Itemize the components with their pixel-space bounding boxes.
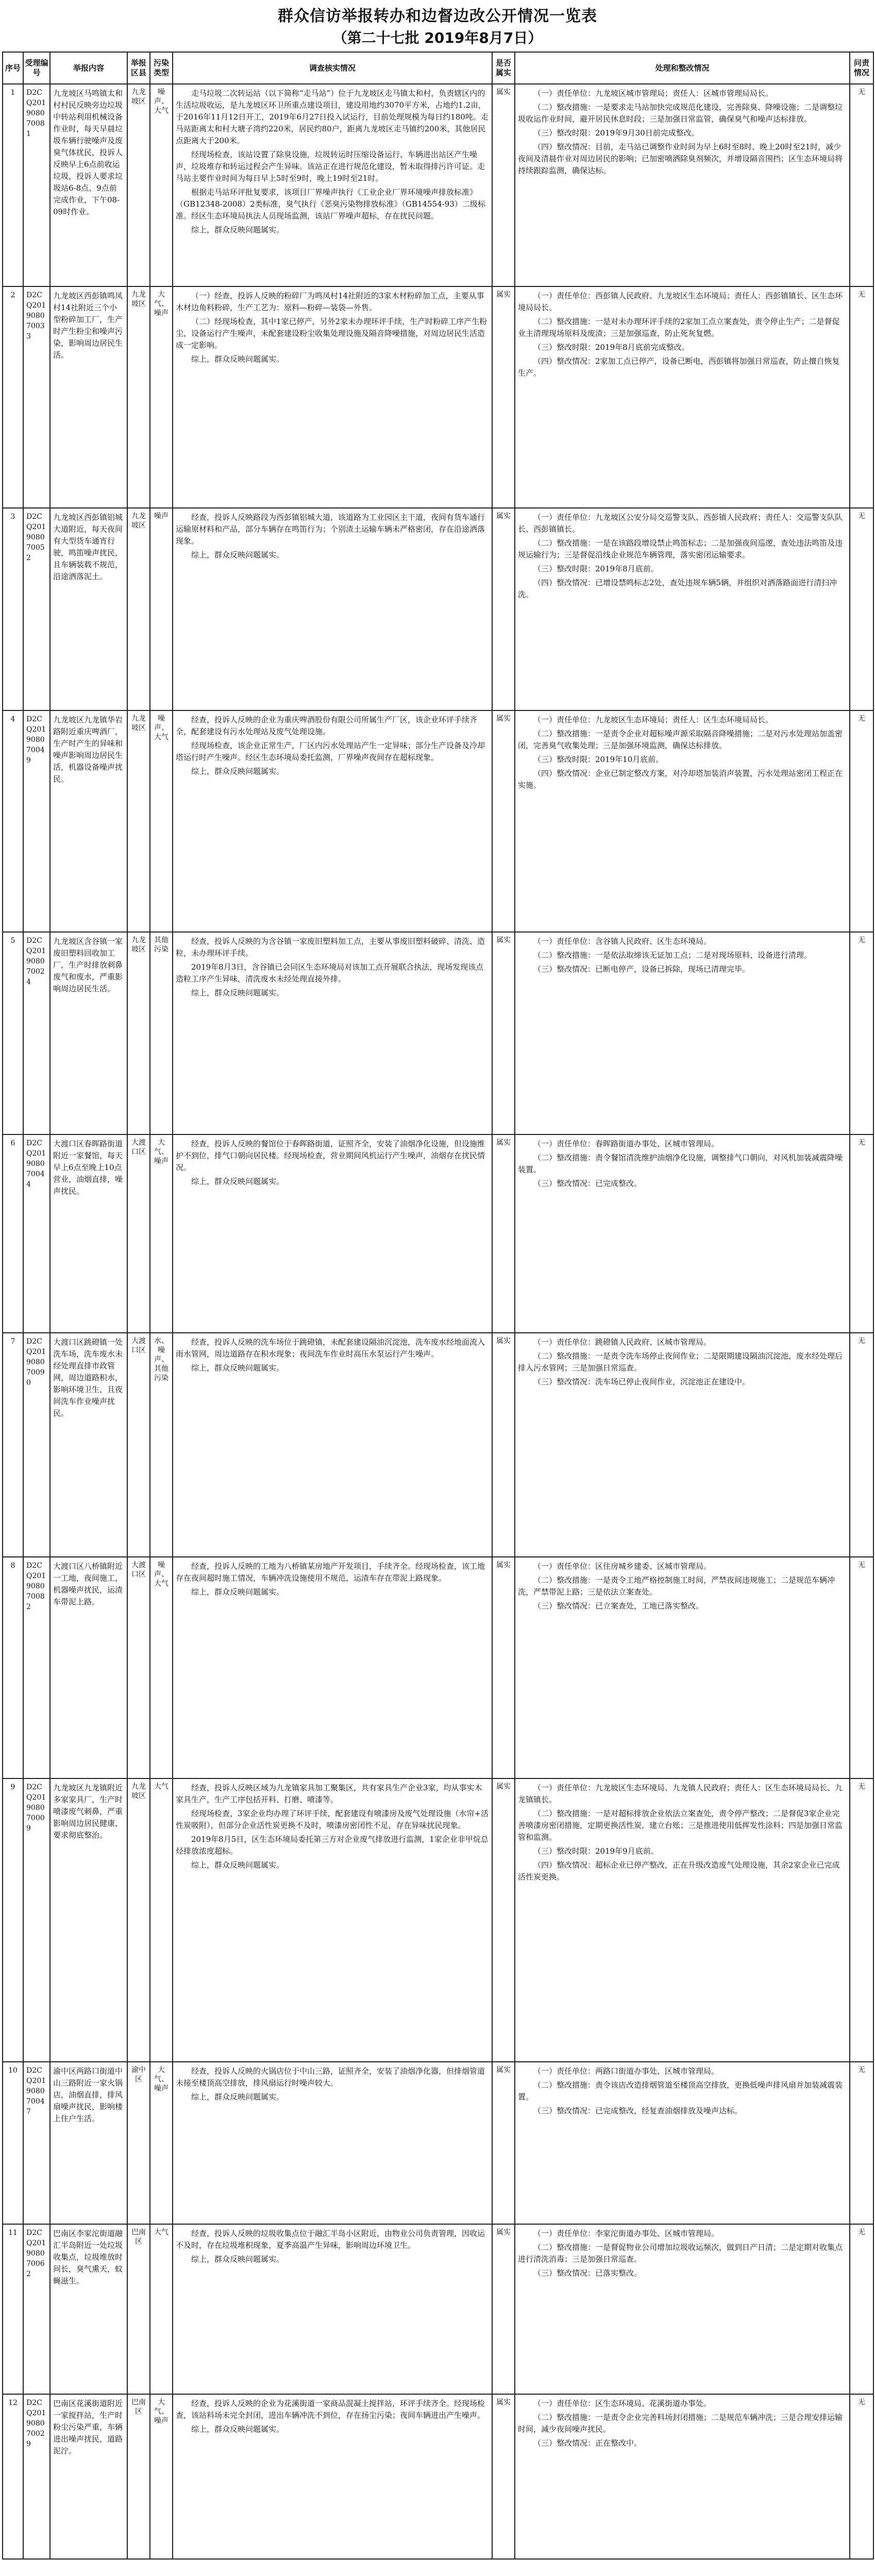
row-region: 九龙坡区 [127, 508, 150, 710]
row-code: D2CQ201908070090 [23, 1333, 50, 1557]
investigation-paragraph: 综上，群众反映问题属实。 [191, 1587, 284, 1597]
handling-paragraph: （二）整改措施：一是责令洗车场停止夜间作业；二是限期建设隔油沉淀池，废水经处理后排入污水管网；三是加强日常巡查。 [518, 1351, 843, 1372]
row-verified: 属实 [492, 2224, 515, 2394]
row-region: 大渡口区 [127, 1557, 150, 1778]
table-row [3, 1778, 873, 2062]
row-verified: 属实 [492, 1333, 515, 1557]
table-row [3, 710, 873, 932]
row-report-content: 大渡口区八桥镇附近一工地，夜间施工，机器噪声扰民，运渣车带泥上路。 [50, 1557, 127, 1778]
row-handling [515, 1333, 850, 1557]
investigation-paragraph: 经查，投诉人反映的火锅店位于中山三路，证照齐全，安装了油烟净化器，但排烟管道未接至楼顶高空排放，排风扇运行时噪声较大。 [176, 2066, 485, 2088]
row-code: D2CQ201908070024 [23, 932, 50, 1134]
handling-paragraph: （一）责任单位：春晖路街道办事处、区城市管理局。 [533, 1139, 719, 1148]
row-code: D2CQ201908070049 [23, 710, 50, 932]
row-verified: 属实 [492, 2062, 515, 2224]
table-row [3, 508, 873, 710]
row-pollution-type: 大气、噪声 [150, 2394, 173, 2559]
row-pollution-type: 噪声、大气 [150, 84, 173, 286]
handling-paragraph: （二）整改措施：一是要求走马站加快完成规范化建设，完善除臭、降噪设施；二是调整垃圾收运作业时间，避开居民休息时段；三是加强日常监管，确保臭气和噪声达标排放。 [518, 103, 843, 124]
handling-paragraph: （三）整改情况：已落实整改。 [533, 2268, 642, 2278]
investigation-paragraph: 综上，群众反映问题属实。 [191, 2092, 284, 2102]
handling-paragraph: （一）责任单位：两路口街道办事处、区城市管理局。 [533, 2066, 719, 2076]
row-investigation [173, 1778, 492, 2062]
investigation-paragraph: 综上，群众反映问题属实。 [191, 2255, 284, 2264]
row-verified: 属实 [492, 932, 515, 1134]
row-accountability: 无 [850, 1557, 873, 1778]
row-report-content: 九龙坡区九龙镇附近多家家具厂，生产时喷漆废气刺鼻，严重影响周边居民健康，要求彻底整治。 [50, 1778, 127, 2062]
row-accountability: 无 [850, 710, 873, 932]
handling-paragraph: （一）责任单位：西彭镇人民政府、九龙坡区生态环境局；责任人：西彭镇镇长、区生态环境局局长。 [518, 291, 843, 312]
report-table [2, 52, 874, 2560]
row-seq: 1 [3, 84, 23, 286]
header-pollution: 污染类型 [150, 52, 173, 84]
table-header-row [3, 52, 873, 84]
row-accountability: 无 [850, 286, 873, 508]
investigation-paragraph: 综上，群众反映问题属实。 [191, 550, 284, 560]
table-row [3, 1333, 873, 1557]
row-accountability: 无 [850, 1778, 873, 2062]
handling-paragraph: （四）整改情况：目前，走马站已调整作业时间为早上6时至8时、晚上20时至21时，减少夜间及清晨作业对周边居民的影响；已加密喷洒除臭剂频次，并增设隔音围挡；区生态环境局将持续跟踪监测，确保达标。 [518, 142, 843, 175]
row-verified: 属实 [492, 508, 515, 710]
title-block [2, 0, 873, 52]
handling-paragraph: （一）责任单位：区生态环境局、花溪街道办事处。 [533, 2399, 712, 2408]
row-region: 九龙坡区 [127, 84, 150, 286]
handling-paragraph: （三）整改时限：2019年9月30日前完成整改。 [533, 128, 699, 138]
investigation-paragraph: 2019年8月5日，区生态环境局委托第三方对企业废气排放进行监测，1家企业非甲烷总烃排放浓度超标。 [176, 1835, 489, 1856]
row-verified: 属实 [492, 2394, 515, 2559]
row-investigation [173, 710, 492, 932]
row-verified: 属实 [492, 1778, 515, 2062]
handling-paragraph: （一）责任单位：九龙坡区生态环境局、九龙镇人民政府；责任人：区生态环境局局长、九龙镇镇长。 [518, 1783, 843, 1804]
row-investigation [173, 1333, 492, 1557]
header-seq: 序号 [3, 52, 23, 84]
handling-paragraph: （二）整改措施：一是对超标排放企业依法立案查处，责令停产整改；二是督促3家企业完善喷漆房密闭措施，定期更换活性炭，建立台账；三是推进使用低挥发性涂料；四是加强日常监管和监测。 [518, 1809, 843, 1842]
row-report-content: 九龙坡区含谷镇一家废旧塑料回收加工厂，生产时排放刺鼻废气和废水，严重影响周边居民生活。 [50, 932, 127, 1134]
handling-paragraph: （一）责任单位：跳磴镇人民政府、区城市管理局。 [533, 1337, 712, 1347]
investigation-paragraph: 综上，群众反映问题属实。 [191, 767, 284, 776]
row-handling [515, 1134, 850, 1333]
row-pollution-type: 大气、噪声 [150, 286, 173, 508]
row-report-content: 大渡口区春晖路街道附近一家餐馆，每天早上6点至晚上10点营业，油烟直排，噪声扰民。 [50, 1134, 127, 1333]
table-row [3, 2224, 873, 2394]
row-report-content: 九龙坡区西彭镇铝城大道附近，每天夜间有大型货车通宵行驶，鸣笛噪声扰民，且车辆装载不规范，沿途洒落泥土。 [50, 508, 127, 710]
header-region: 举报区县 [127, 52, 150, 84]
investigation-paragraph: 经查，投诉人反映的洗车场位于跳磴镇，未配套建设隔油沉淀池，洗车废水经地面流入雨水管网，周边道路存在积水现象；夜间洗车作业时高压水泵运行产生噪声。 [176, 1337, 485, 1359]
investigation-paragraph: 经查，投诉人反映的工地为八桥镇某房地产开发项目，手续齐全。经现场检查，该工地存在夜间超时施工情况，车辆冲洗设施使用不规范，运渣车存在带泥上路现象。 [176, 1562, 485, 1583]
table-body [3, 84, 873, 2559]
row-pollution-type: 大气、噪声 [150, 2062, 173, 2224]
investigation-paragraph: 综上，群众反映问题属实。 [191, 1860, 284, 1870]
handling-paragraph: （一）责任单位：九龙坡区生态环境局；责任人：区生态环境局局长。 [533, 715, 773, 724]
header-investigation: 调查核实情况 [173, 52, 492, 84]
header-content: 举报内容 [50, 52, 127, 84]
investigation-paragraph: 综上，群众反映问题属实。 [191, 1177, 284, 1186]
handling-paragraph: （一）责任单位：九龙坡区公安分局交巡警支队、西彭镇人民政府；责任人：交巡警支队队长、西彭镇镇长。 [518, 513, 843, 534]
investigation-paragraph: 经查，投诉人反映路段为西彭镇铝城大道，该道路为工业园区主干道，夜间有货车通行运输原材料和产品，部分车辆存在鸣笛行为；个别渣土运输车辆未严格密闭，存在沿途洒落现象。 [176, 513, 485, 546]
investigation-paragraph: 综上，群众反映问题属实。 [191, 2425, 284, 2434]
row-investigation [173, 932, 492, 1134]
row-accountability: 无 [850, 84, 873, 286]
handling-paragraph: （三）整改情况：已断电停产，设备已拆除，现场已清理完毕。 [533, 964, 750, 974]
handling-paragraph: （二）整改措施：一是在该路段增设禁止鸣笛标志；二是加强夜间巡逻，查处违法鸣笛及违规运输行为；三是督促沿线企业规范车辆管理，落实密闭运输要求。 [518, 538, 843, 560]
row-seq: 6 [3, 1134, 23, 1333]
row-code: D2CQ201908070009 [23, 1778, 50, 2062]
table-row [3, 84, 873, 286]
row-accountability: 无 [850, 1333, 873, 1557]
investigation-paragraph: 综上，群众反映问题属实。 [191, 225, 284, 234]
investigation-paragraph: 经现场检查，该站设置了除臭设施，垃圾转运时压缩设备运行、车辆进出站区产生噪声，垃圾堆存和转运过程会产生异味。该站正在进行规范化建设，暂未取得排污许可证。走马站主要作业时间为每日早上5时至9时，晚上19时至21时。 [176, 150, 485, 183]
row-code: D2CQ201908070033 [23, 286, 50, 508]
row-investigation [173, 84, 492, 286]
row-report-content: 大渡口区跳磴镇一处洗车场，洗车废水未经处理直排市政管网，周边道路积水，影响环境卫生，且夜间洗车作业噪声扰民。 [50, 1333, 127, 1557]
investigation-paragraph: 经查，投诉人反映的企业为花溪街道一家商品混凝土搅拌站，环评手续齐全。经现场检查，该站料场未完全封闭，进出车辆冲洗不到位，存在扬尘污染；夜间车辆进出产生噪声。 [176, 2399, 485, 2420]
row-handling [515, 710, 850, 932]
row-handling [515, 2394, 850, 2559]
handling-paragraph: （二）整改措施：一是责令工地严格控制施工时间，严禁夜间违规施工；二是规范车辆冲洗，严禁带泥上路；三是依法立案查处。 [518, 1575, 835, 1597]
row-report-content: 九龙坡区九龙镇华岩路附近重庆啤酒厂，生产时产生的异味和噪声影响周边居民生活，机器设备噪声扰民。 [50, 710, 127, 932]
row-code: D2CQ201908070044 [23, 1134, 50, 1333]
row-handling [515, 2224, 850, 2394]
handling-paragraph: （二）整改措施：责令餐馆清洗维护油烟净化设施，调整排气口朝向，对风机加装减震降噪装置。 [518, 1153, 843, 1174]
row-seq: 12 [3, 2394, 23, 2559]
investigation-paragraph: 经现场检查，该企业正常生产，厂区内污水处理站产生一定异味；部分生产设备及冷却塔运行时产生噪声。经区生态环境局委托监测，厂界噪声夜间存在超标现象。 [176, 741, 485, 762]
investigation-paragraph: 经查，投诉人反映的餐馆位于春晖路街道，证照齐全，安装了油烟净化设施，但设施维护不到位，排气口朝向居民楼。经现场检查，营业期间风机运行产生噪声，油烟存在扰民情况。 [176, 1139, 485, 1172]
row-report-content: 九龙坡区西彭镇鸣凤村14社附近三个小型粉碎加工厂，生产时产生粉尘和噪声污染，影响周边居民生活。 [50, 286, 127, 508]
row-seq: 7 [3, 1333, 23, 1557]
row-verified: 属实 [492, 286, 515, 508]
header-accountability: 问责情况 [850, 52, 873, 84]
row-investigation [173, 2394, 492, 2559]
investigation-paragraph: 综上，群众反映问题属实。 [191, 354, 284, 364]
handling-paragraph: （二）整改措施：一是依法取缔该无证加工点；二是对现场原料、设备进行清理。 [533, 951, 812, 960]
row-region: 九龙坡区 [127, 710, 150, 932]
handling-paragraph: （二）整改措施：责令该店改造排烟管道至楼顶高空排放，更换低噪声排风扇并加装减震装置。 [518, 2080, 843, 2102]
table-row [3, 932, 873, 1134]
row-report-content: 巴南区李家沱街道融汇半岛附近一处垃圾收集点，垃圾堆放时间长，臭气熏天，蚊蝇滋生。 [50, 2224, 127, 2394]
row-pollution-type: 水、噪声、其他污染 [150, 1333, 173, 1557]
investigation-paragraph: 经现场检查，3家企业均办理了环评手续，配套建设有喷漆房及废气处理设施（水帘+活性炭吸附），但部分企业活性炭更换不及时，喷漆房密闭性不足，存在异味扰民现象。 [176, 1809, 489, 1830]
row-region: 九龙坡区 [127, 932, 150, 1134]
row-region: 九龙坡区 [127, 286, 150, 508]
row-accountability: 无 [850, 2224, 873, 2394]
header-handling: 处理和整改情况 [515, 52, 850, 84]
row-seq: 9 [3, 1778, 23, 2062]
handling-paragraph: （三）整改情况：洗车场已停止夜间作业，沉淀池正在建设中。 [533, 1377, 750, 1386]
investigation-paragraph: 经查，投诉人反映的企业为重庆啤酒股份有限公司所属生产厂区，该企业环评手续齐全，配套建设有污水处理站及废气处理设施。 [176, 715, 478, 736]
investigation-paragraph: 2019年8月3日，含谷镇已会同区生态环境局对该加工点开展联合执法，现场发现该点造粒工序产生异味，清洗废水未经处理直接外排。 [176, 962, 484, 984]
row-region: 渝中区 [127, 2062, 150, 2224]
row-pollution-type: 其他污染 [150, 932, 173, 1134]
handling-paragraph: （四）整改情况：企业已制定整改方案，对冷却塔加装消声装置，污水处理站密闭工程正在实施。 [518, 769, 843, 790]
row-pollution-type: 大气 [150, 1778, 173, 2062]
table-row [3, 1134, 873, 1333]
row-region: 大渡口区 [127, 1134, 150, 1333]
handling-paragraph: （三）整改时限：2019年8月底前。 [533, 564, 659, 573]
row-handling [515, 1778, 850, 2062]
investigation-paragraph: 经查，投诉人反映的为含谷镇一家废旧塑料加工点，主要从事废旧塑料破碎、清洗、造粒，未办理环评手续。 [176, 937, 485, 958]
row-verified: 属实 [492, 1134, 515, 1333]
row-investigation [173, 1557, 492, 1778]
handling-paragraph: （二）整改措施：一是责令企业完善料场封闭措施；二是规范车辆冲洗；三是合理安排运输时间，减少夜间噪声扰民。 [518, 2413, 843, 2434]
investigation-paragraph: 经查，投诉人反映的垃圾收集点位于融汇半岛小区附近，由物业公司负责管理，因收运不及时，存在垃圾堆积现象，夏季高温产生异味，影响周边环境卫生。 [176, 2229, 485, 2250]
handling-paragraph: （一）责任单位：李家沱街道办事处、区城市管理局。 [533, 2229, 719, 2238]
handling-paragraph: （三）整改时限：2019年10月底前。 [533, 755, 664, 764]
handling-paragraph: （三）整改时限：2019年9月底前。 [533, 1846, 659, 1856]
row-pollution-type: 噪声 [150, 508, 173, 710]
row-region: 巴南区 [127, 2394, 150, 2559]
row-report-content: 巴南区花溪街道附近一家搅拌站，生产时粉尘污染严重，车辆进出噪声扰民，道路泥泞。 [50, 2394, 127, 2559]
row-investigation [173, 508, 492, 710]
table-row [3, 2062, 873, 2224]
handling-paragraph: （三）整改情况：已完成整改，经复查油烟排放及噪声达标。 [533, 2106, 743, 2115]
row-investigation [173, 286, 492, 508]
row-seq: 2 [3, 286, 23, 508]
row-handling [515, 1557, 850, 1778]
header-code: 受理编号 [23, 52, 50, 84]
row-seq: 5 [3, 932, 23, 1134]
handling-paragraph: （二）整改措施：一是对未办理环评手续的2家加工点立案查处，责令停止生产；二是督促业主清理现场原料及废渣；三是加强巡查，防止死灰复燃。 [518, 317, 840, 338]
row-handling [515, 2062, 850, 2224]
row-code: D2CQ201908070052 [23, 508, 50, 710]
row-report-content: 九龙坡区马鸣镇太和村村民反映旁边垃圾中转站利用机械设备作业时，每天早晨垃圾车辆行驶噪声及废臭气体扰民，投诉人反映早上6点前收运垃圾，投诉人要求垃圾站6-8点、9点前完成作业，下午08-09时作业。 [50, 84, 127, 286]
handling-paragraph: （四）整改情况：已增设禁鸣标志2处，查处违规车辆5辆，并组织对洒落路面进行清扫冲洗。 [518, 578, 837, 599]
investigation-paragraph: 综上，群众反映问题属实。 [191, 1363, 284, 1372]
row-code: D2CQ201908070062 [23, 2224, 50, 2394]
row-investigation [173, 2062, 492, 2224]
row-region: 九龙坡区 [127, 1778, 150, 2062]
row-accountability: 无 [850, 932, 873, 1134]
investigation-paragraph: （一）经查，投诉人反映的粉碎厂为鸣凤村14社附近的3家木材粉碎加工点，主要从事木材边角料粉碎，生产工艺为：原料—粉碎—装袋—外售。 [176, 291, 484, 312]
row-code: D2CQ201908070082 [23, 1557, 50, 1778]
handling-paragraph: （三）整改时限：2019年8月底前完成整改。 [533, 343, 689, 352]
handling-paragraph: （四）整改情况：2家加工点已停产，设备已断电，西彭镇将加强日常巡查，防止擅自恢复生产。 [518, 357, 840, 378]
row-pollution-type: 噪声、大气 [150, 1557, 173, 1778]
table-row [3, 286, 873, 508]
handling-paragraph: （二）整改措施：一是督促物业公司增加垃圾收运频次，做到日产日清；二是定期对收集点进行清洗消毒；三是加强日常巡查。 [518, 2243, 843, 2264]
handling-paragraph: （二）整改措施：一是责令企业对超标噪声源采取隔音降噪措施；二是对污水处理站加盖密闭，完善臭气收集处理；三是加强环境监测，确保达标排放。 [518, 729, 843, 750]
row-verified: 属实 [492, 1557, 515, 1778]
row-seq: 11 [3, 2224, 23, 2394]
row-region: 巴南区 [127, 2224, 150, 2394]
row-verified: 属实 [492, 710, 515, 932]
row-verified: 属实 [492, 84, 515, 286]
row-seq: 10 [3, 2062, 23, 2224]
row-seq: 3 [3, 508, 23, 710]
row-investigation [173, 1134, 492, 1333]
row-handling [515, 932, 850, 1134]
row-code: D2CQ201908070029 [23, 2394, 50, 2559]
row-accountability: 无 [850, 1134, 873, 1333]
row-investigation [173, 2224, 492, 2394]
investigation-paragraph: 经查，投诉人反映区域为九龙镇家具加工聚集区，共有家具生产企业3家，均从事实木家具生产，生产工序包括开料、打磨、喷漆等。 [176, 1783, 482, 1804]
row-region: 大渡口区 [127, 1333, 150, 1557]
handling-paragraph: （三）整改情况：已完成整改。 [533, 1179, 642, 1188]
investigation-paragraph: （二）经现场检查，其中1家已停产，另外2家未办理环评手续，生产时粉碎工序产生粉尘，设备运行产生噪声，未配套建设粉尘收集处理设施及隔音降噪措施，对周边居民生活造成一定影响。 [176, 317, 487, 350]
header-truth: 是否属实 [492, 52, 515, 84]
handling-paragraph: （一）责任单位：区住房城乡建委、区城市管理局。 [533, 1562, 712, 1571]
row-pollution-type: 大气、噪声 [150, 1134, 173, 1333]
handling-paragraph: （三）整改情况：已立案查处，工地已落实整改。 [533, 1601, 704, 1611]
row-handling [515, 508, 850, 710]
row-seq: 4 [3, 710, 23, 932]
handling-paragraph: （四）整改情况：超标企业已停产整改，正在升级改造废气处理设施，其余2家企业已完成活性炭更换。 [518, 1860, 840, 1882]
row-report-content: 渝中区两路口街道中山三路附近一家火锅店，油烟直排，排风扇噪声扰民，影响楼上住户生活。 [50, 2062, 127, 2224]
row-accountability: 无 [850, 2394, 873, 2559]
investigation-paragraph: 综上，群众反映问题属实。 [191, 988, 284, 997]
row-pollution-type: 大气 [150, 2224, 173, 2394]
investigation-paragraph: 根据走马站环评批复要求，该项目厂界噪声执行《工业企业厂界环境噪声排放标准》（GB12348-2008）2类标准，臭气执行《恶臭污染物排放标准》（GB14554-93）二级标准。经区生态环境局执法人员现场监测，该站厂界噪声超标，存在扰民问题。 [176, 188, 485, 221]
investigation-paragraph: 走马垃圾二次转运站（以下简称“走马站”）位于九龙坡区走马镇太和村，负责辖区内的生活垃圾收运，是九龙坡区环卫所重点建设项目，建设用地约3070平方米，占地约1.2亩，于2016年11月12日开工，2019年6月27日投入试运行，目前处理规模为每日约180吨。走马站距离太和村大塘子湾约220米，居民约80户，距离九龙坡区走马镇约200米，其他居民点距离大于200米。 [176, 89, 489, 145]
row-pollution-type: 噪声、大气 [150, 710, 173, 932]
page-title: 群众信访举报转办和边督边改公开情况一览表 [278, 7, 597, 25]
row-accountability: 无 [850, 2062, 873, 2224]
row-handling [515, 84, 850, 286]
handling-paragraph: （一）责任单位：含谷镇人民政府、区生态环境局。 [533, 937, 712, 946]
table-row [3, 2394, 873, 2559]
row-code: D2CQ201908070047 [23, 2062, 50, 2224]
row-accountability: 无 [850, 508, 873, 710]
row-handling [515, 286, 850, 508]
handling-paragraph: （三）整改情况：正在整改中。 [533, 2438, 642, 2448]
row-code: D2CQ201908070081 [23, 84, 50, 286]
handling-paragraph: （一）责任单位：九龙坡区城市管理局；责任人：区城市管理局局长。 [533, 89, 773, 98]
page-subtitle: （第二十七批 2019年8月7日） [332, 29, 543, 46]
table-row [3, 1557, 873, 1778]
row-seq: 8 [3, 1557, 23, 1778]
